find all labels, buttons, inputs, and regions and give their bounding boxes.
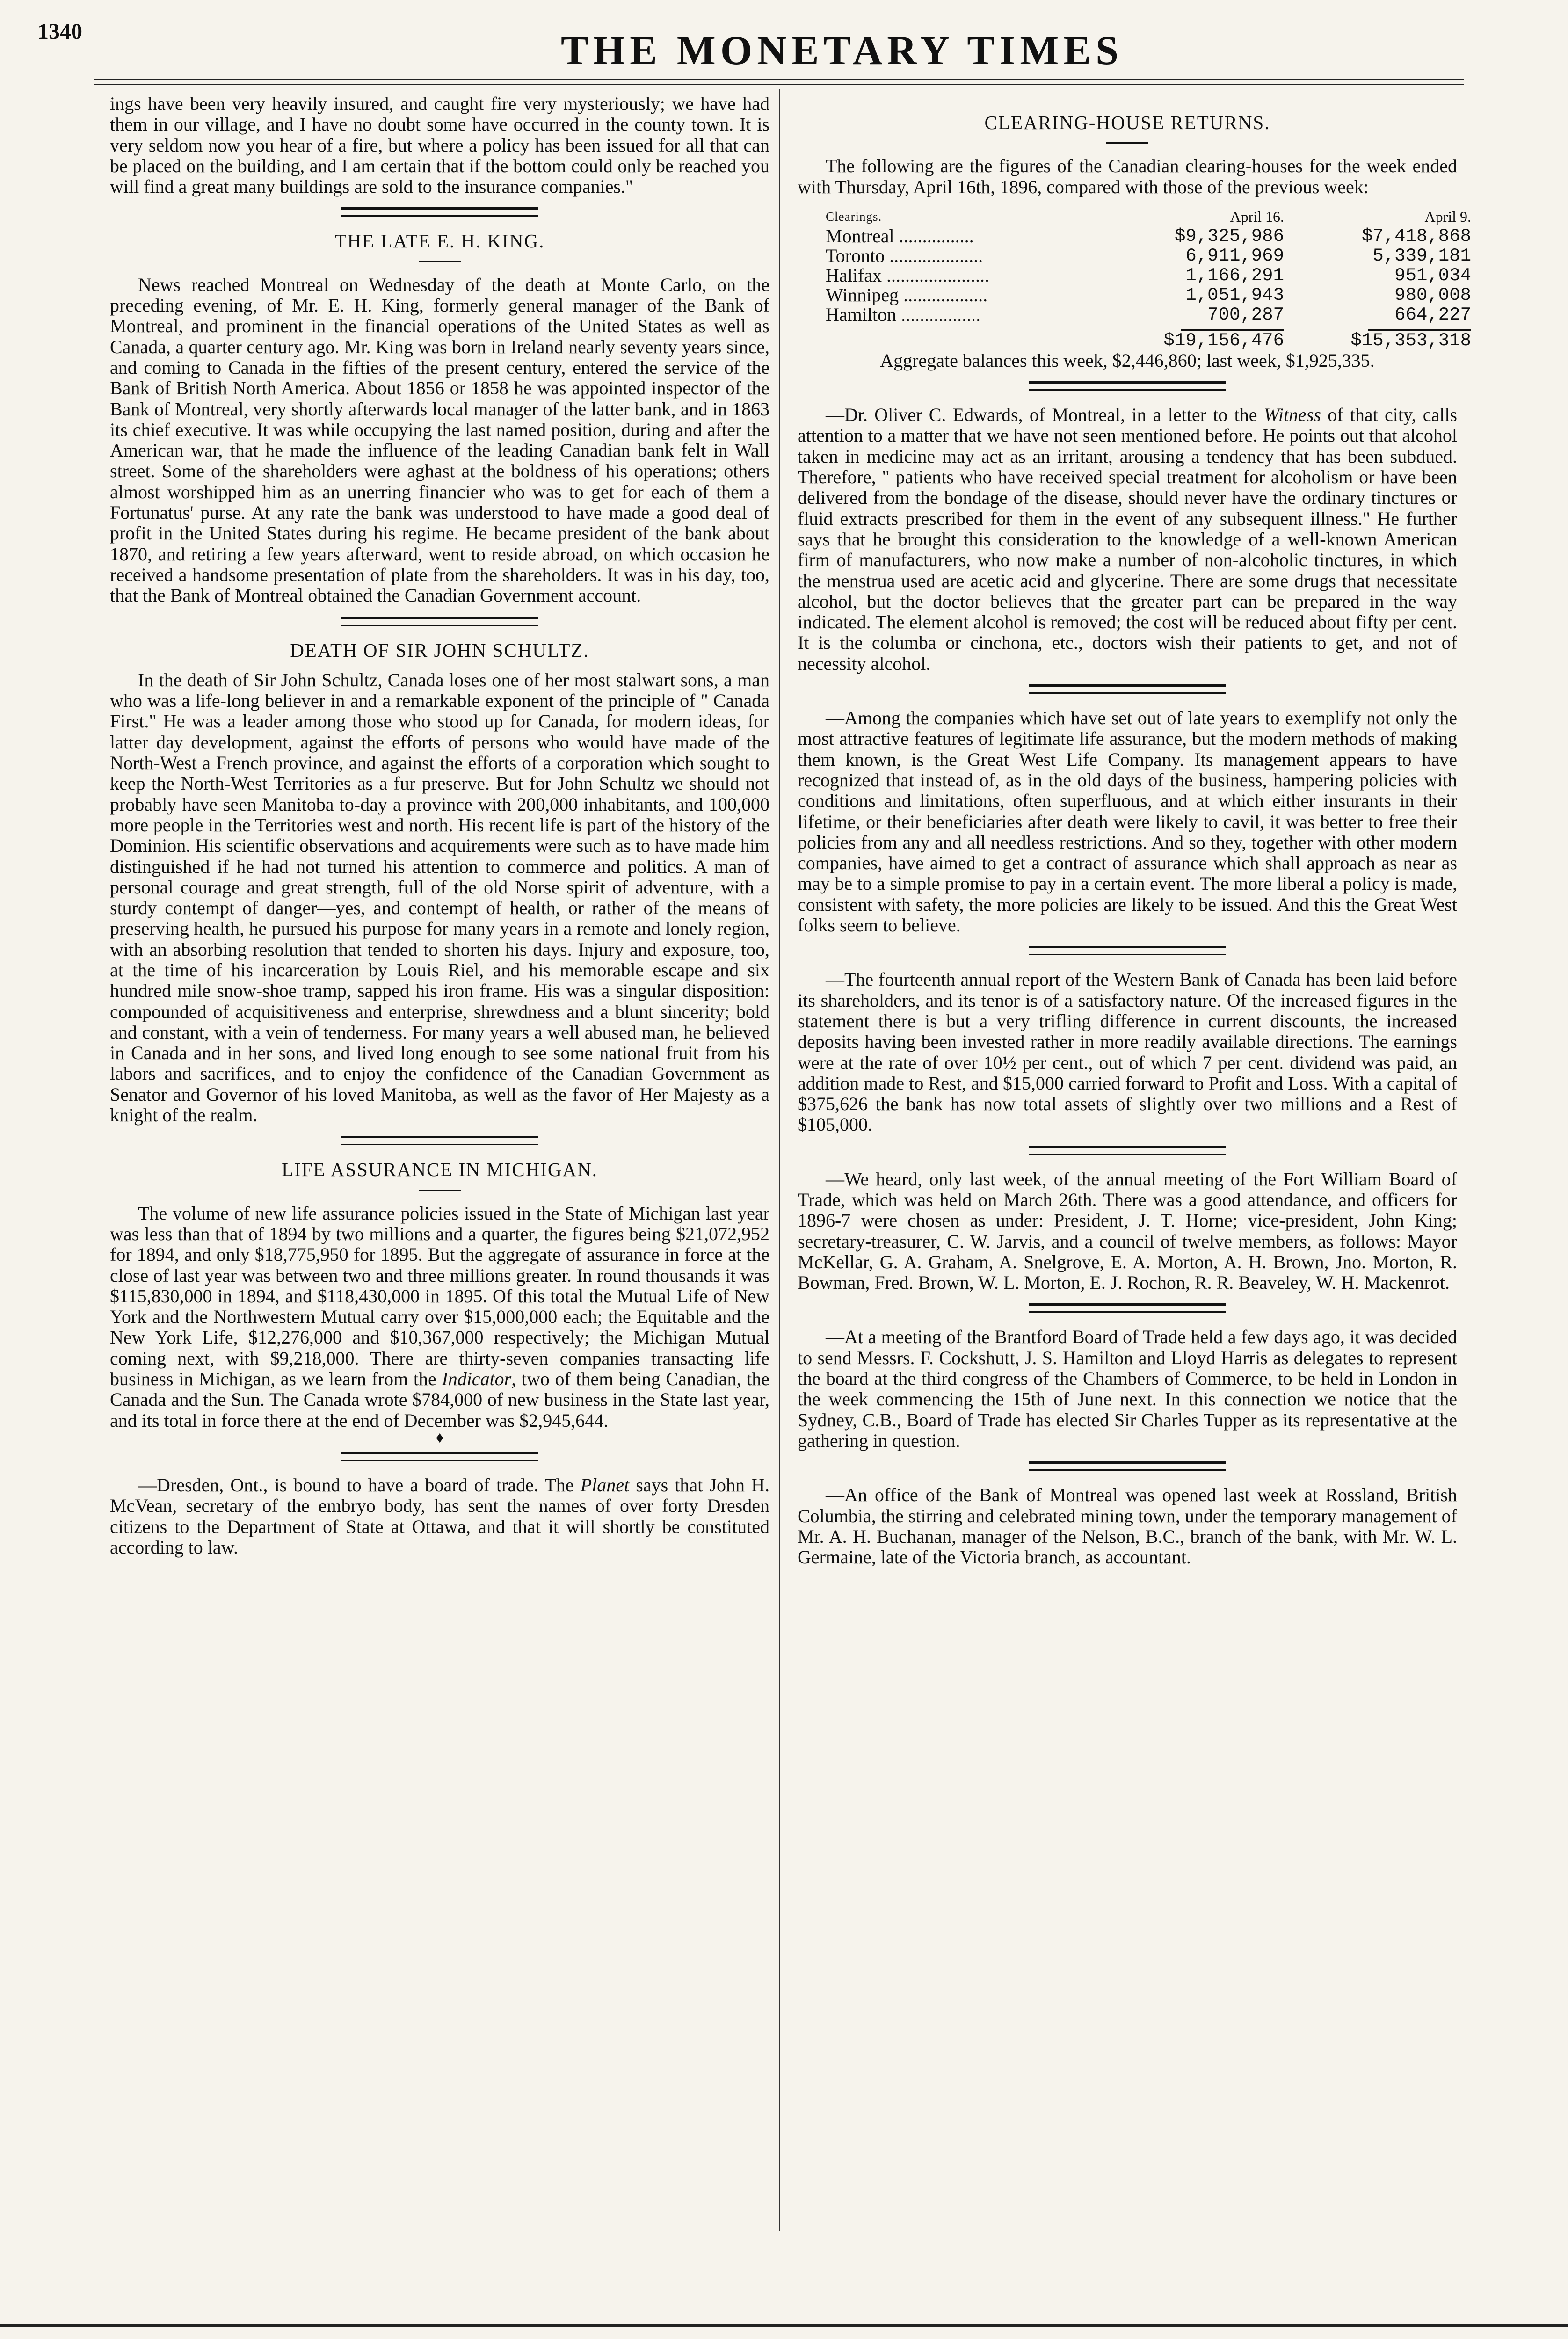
value-cell: 951,034 [1394,265,1471,286]
planet-title: Planet [580,1474,630,1496]
section-rule [1029,1303,1226,1313]
heading-underline [419,1190,461,1191]
greatwest-article: —Among the companies which have set out of late years to exemplify not only the most attractive features of legitimate life assurance, but the modern methods of making them known, is the Great West Life Company. Its management appears to have recognized that instead of, as in the old days of the business, hampering policies with conditions and limitations, often superfluous, and at which either insurants in their lifetime, or their beneficiaries after death were likely to cavil, it was better to free their policies from any and all needless restrictions. And so they, together with other modern companies, have aimed to get a contract of assurance which shall approach as near as may be to a simple promise to pay in a certain event. The more liberal a policy is made, consistent with safety, the more policies are likely to be issued. And this the Great West folks seem to believe. [798,707,1457,936]
section-rule [1029,946,1226,955]
total-april16: $19,156,476 [1163,330,1284,351]
table-row [826,285,1471,305]
section-rule [341,1452,538,1461]
column-divider [779,89,780,2231]
city-cell: Toronto .................... [826,245,983,266]
indicator-title: Indicator [442,1368,512,1390]
heading-underline [1106,142,1148,144]
value-cell: 5,339,181 [1372,245,1471,266]
witness-title: Witness [1263,404,1321,426]
clearing-table-header [826,207,1471,226]
table-row [826,266,1471,285]
page-number: 1340 [37,19,82,44]
western-bank-article: —The fourteenth annual report of the Western Bank of Canada has been laid before its shareholders, and its tenor is of a satisfactory nature. Of the increased figures in the statement there is but a very trifling difference in current discounts, the increased deposits having been invested rather in more readily available directions. The earnings were at the rate of over 10½ per cent., out of which 7 per cent. dividend was paid, an addition made to Rest, and $15,000 carried forward to Profit and Loss. With a capital of $375,626 the bank has now total assets of slightly over two millions and a Rest of $105,000. [798,969,1457,1135]
dresden-article [110,1475,769,1558]
schultz-article: In the death of Sir John Schultz, Canada loses one of her most stalwart sons, a man who was a life-long believer in and a remarkable exponent of the principle of " Canada First." He was a leader among those who stood up for Canada, for modern ideas, for latter day development, against the efforts of persons who would have made of the North-West a French province, and against the efforts of a corporation which sought to keep the North-West Territories as a fur preserve. But for John Schultz we should not probably have seen Manitoba to-day a province with 200,000 inhabitants, and 100,000 more people in the Territories west and north. His recent life is part of the history of the Dominion. His scientific observations and acquirements were such as to have made him distinguished if he had not turned his attention to commerce and politics. A man of personal courage and great strength, full of the old Norse spirit of adventure, with a sturdy contempt of danger—yes, and contempt of health, or rather of the means of preserving health, he pursued his purpose for many years in a remote and lonely region, with an absorbing resolution that tended to shorten his days. Injury and exposure, too, at the time of his incarceration by Louis Riel, and his memorable escape and six hundred mile snow-shoe tramp, sapped his iron frame. His was a singular disposition: compounded of acquisitiveness and enterprise, shrewdness and a blunt sincerity; bold and constant, with a vein of tenderness. For many years a well abused man, he believed in Canada and in her sons, and lived long enough to see some national fruit from his labors and sacrifices, and to enjoy the confidence of the Canadian Government as Senator and Governor of his loved Manitoba, as well as the favor of Her Majesty as a knight of the realm. [110,669,769,1126]
table-total-row [826,325,1471,350]
value-cell: 1,166,291 [1185,265,1284,286]
michigan-heading: LIFE ASSURANCE IN MICHIGAN. [282,1159,598,1181]
section-rule [1029,1146,1226,1155]
brantford-article: —At a meeting of the Brantford Board of Trade held a few days ago, it was decided to send Messrs. F. Cockshutt, J. S. Hamilton and Lloyd Harris as delegates to represent the board at the third congress of the Chambers of Commerce, to be held in London in the week commencing the 15th of June next. In this connection we notice that the Sydney, C.B., Board of Trade has elected Sir Charles Tupper as its representative at the gathering in question. [798,1326,1457,1451]
king-article: News reached Montreal on Wednesday of the death at Monte Carlo, on the preceding evening, of Mr. E. H. King, formerly general manager of the Bank of Montreal, and prominent in the financial operations of the United States as well as Canada, a quarter century ago. Mr. King was born in Ireland nearly seventy years since, and coming to Canada in the fifties of the present century, entered the service of the Bank of British North America. About 1856 or 1858 he was appointed inspector of the Bank of Montreal, very shortly afterwards local manager of the latter bank, and in 1863 its chief executive. It was while occupying the last named position, during and after the American war, that he made the influence of the leading Canadian bank felt in Wall street. Some of the shareholders were aghast at the boldness of his operations; others almost worshipped him as an unerring financier who was to get for each of them a Fortunatus' purse. At any rate the bank was understood to have made a good deal of profit in the United States during his regime. He became president of the bank about 1870, and retiring a few years afterward, went to reside abroad, on which occasion he received a handsome presentation of plate from the shareholders. It was in his day, too, that the Bank of Montreal obtained the Canadian Government account. [110,274,769,606]
section-rule [341,1136,538,1145]
section-rule [1029,381,1226,391]
value-cell: 6,911,969 [1185,245,1284,266]
header-rule-thin [94,84,1464,85]
aggregate-balances: Aggregate balances this week, $2,446,860; last week, $1,925,335. [880,349,1375,371]
value-cell: 1,051,943 [1185,284,1284,305]
dresden-text-b: says that John H. McVean, secretary of the embryo body, has sent the names of over forty Dresden citizens to the Department of State at Ottawa, and that it will shortly be constituted according to law. [110,1474,769,1558]
table-row [826,226,1471,246]
clearing-intro: The following are the figures of the Canadian clearing-houses for the week ended with Thursday, April 16th, 1896, compared with those of the previous week: [798,155,1457,197]
header-april16: April 16. [1230,208,1284,225]
value-cell: $7,418,868 [1361,225,1471,247]
intro-paragraph: ings have been very heavily insured, and caught fire very mysteriously; we have had them in our village, and I have no doubt some have occurred in the county town. It is very seldom now you hear of a fire, but where a policy has been issued for all that can be placed on the building, and I am certain that if the bottom could only be reached you will find a great many buildings are sold to the insurance companies." [110,93,769,197]
section-rule [1029,1461,1226,1471]
right-column [798,94,1471,1568]
value-cell: $9,325,986 [1174,225,1284,247]
table-row [826,246,1471,266]
fort-william-article: —We heard, only last week, of the annual meeting of the Fort William Board of Trade, which was held on March 26th. There was a good attendance, and officers for 1896-7 were chosen as under: President, J. T. Horne; vice-president, John King; secretary-treasurer, C. W. Jarvis, and a council of twelve members, as follows: Mayor McKellar, G. A. Graham, A. Snelgrove, E. A. Morton, A. H. Brown, Jno. Morton, R. Bowman, Fred. Brown, W. L. Morton, E. J. Rochon, R. R. Beaveley, W. H. Mackenrot. [798,1168,1457,1293]
header-april9: April 9. [1424,208,1471,225]
table-row [826,305,1471,325]
ornament: ♦ [436,1429,444,1446]
header-rule [94,79,1464,80]
header-city: Clearings. [826,209,882,224]
clearing-heading: CLEARING-HOUSE RETURNS. [984,112,1270,133]
city-cell: Hamilton ................. [826,304,981,325]
total-april9: $15,353,318 [1350,330,1471,351]
section-rule [341,207,538,217]
king-heading: THE LATE E. H. KING. [334,230,545,252]
footer-rule [0,2324,1568,2327]
michigan-text-b: , two of them being Canadian, the Canada and the Sun. The Canada wrote $784,000 of new business in the State last year, and its total in force there at the end of December was $2,945,644. [110,1368,769,1431]
value-cell: 700,287 [1207,304,1284,325]
heading-underline [419,261,461,262]
schultz-heading: DEATH OF SIR JOHN SCHULTZ. [290,639,589,661]
city-cell: Winnipeg .................. [826,284,988,305]
value-cell: 664,227 [1394,304,1471,325]
city-cell: Halifax ...................... [826,264,989,286]
clearing-table [826,207,1471,350]
masthead-title: THE MONETARY TIMES [560,28,1124,73]
value-cell: 980,008 [1394,284,1471,305]
city-cell: Montreal ................ [826,225,974,247]
michigan-text-a: The volume of new life assurance policies issued in the State of Michigan last year was less than that of 1894 by two millions and a quarter, the figures being $21,072,952 for 1894, and only $18,775,950 for 1895. But the aggregate of assurance in force at the close of last year was between two and three millions greater. In round thousands it was $115,830,000 in 1894, and $118,430,000 in 1895. Of this total the Mutual Life of New York and the Northwestern Mutual carry over $15,000,000 each; the Equitable and the New York Life, $12,276,000 and $10,367,000 respectively; the Michigan Mutual coming next, with $9,218,000. There are thirty-seven companies transacting life business in Michigan, as we learn from the [110,1202,769,1390]
left-column [110,94,769,1558]
edwards-article: —Dr. Oliver C. Edwards, of Montreal, in a letter to the Witness of that city, calls attention to a matter that we have not seen mentioned before. He points out that alcohol taken in medicine may act as an irritant, arousing a tendency that has been subdued. Therefore, " patients who have received special treatment for alcoholism or have been delivered from the bondage of the disease, should never have the ordinary tinctures or fluid extracts prescribed for them in the event of any subsequent illness." He further says that he brought this consideration to the knowledge of a well-known American firm of manufacturers, who now make a number of non-alcoholic tinctures, in which the menstrua used are acetic acid and glycerine. There are some drugs that necessitate alcohol, but the doctor believes that the greater part can be prepared in the way indicated. The element alcohol is removed; the cost will be reduced about fifty per cent. It is the columba or cinchona, etc., doctors wish their patients to get, and not of necessity alcohol. [798,404,1457,674]
section-rule [341,617,538,626]
michigan-article [110,1203,769,1431]
section-rule [1029,684,1226,694]
rossland-article: —An office of the Bank of Montreal was opened last week at Rossland, British Columbia, the stirring and celebrated mining town, under the temporary management of Mr. A. H. Buchanan, manager of the Nelson, B.C., branch of the bank, with Mr. W. L. Germaine, late of the Victoria branch, as accountant. [798,1484,1457,1568]
dresden-text-a: —Dresden, Ont., is bound to have a board of trade. The [138,1474,581,1496]
